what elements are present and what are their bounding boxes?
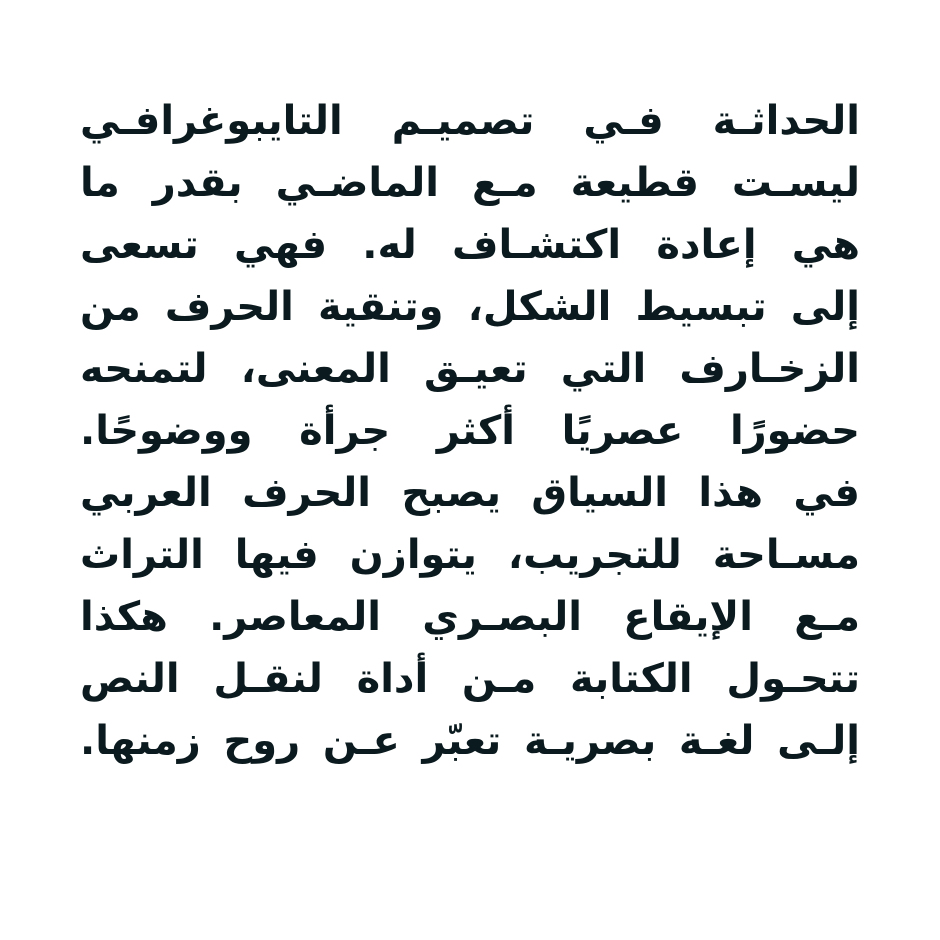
paragraph-line-11: إلـى لغـة بصريـة تعبّر عـن روح زمنها.	[80, 718, 860, 764]
paragraph-line-10: تتحـول الكتابة مـن أداة لنقـل النص	[80, 656, 860, 702]
paragraph-line-9: مـع الإيقاع البصـري المعاصر. هكذا	[80, 594, 860, 640]
paragraph-line-8: مسـاحة للتجريب، يتوازن فيها التراث	[80, 532, 860, 578]
paragraph-line-6: حضورًا عصريًا أكثر جرأة ووضوحًا.	[80, 408, 860, 454]
paragraph-line-2: ليسـت قطيعة مـع الماضـي بقدر ما	[80, 160, 860, 206]
paragraph-line-5: الزخـارف التي تعيـق المعنى، لتمنحه	[80, 346, 860, 392]
paragraph-line-4: إلى تبسيط الشكل، وتنقية الحرف من	[80, 284, 860, 330]
paragraph-line-7: في هذا السياق يصبح الحرف العربي	[80, 470, 860, 516]
arabic-paragraph	[80, 90, 860, 772]
paragraph-line-1: الحداثـة فـي تصميـم التايبوغرافـي	[80, 98, 860, 144]
paragraph-line-3: هي إعادة اكتشـاف له. فهي تسعى	[80, 222, 860, 268]
